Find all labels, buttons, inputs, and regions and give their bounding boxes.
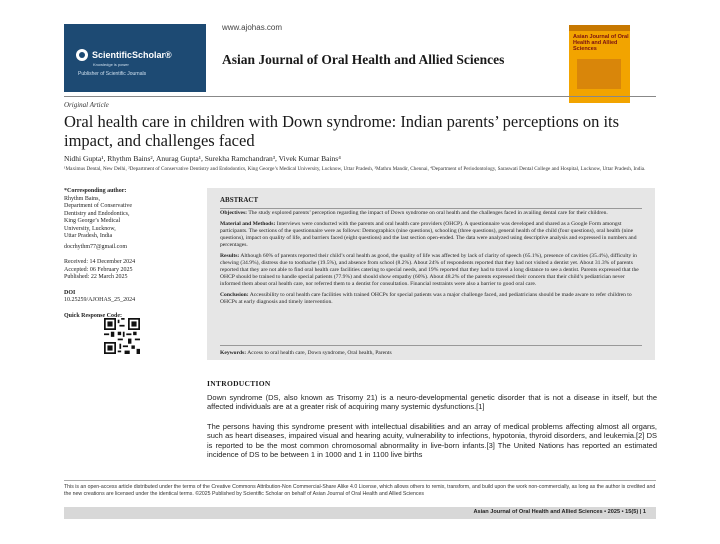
published-date: Published: 22 March 2025	[64, 274, 128, 280]
corr-line: University, Lucknow,	[64, 225, 116, 232]
abstract-conclusion	[220, 292, 642, 306]
keywords-text: Access to oral health care, Down syndrome, Oral health, Parents	[247, 350, 392, 356]
abstract-heading: ABSTRACT	[220, 196, 259, 204]
cover-artwork	[577, 59, 621, 89]
abstract-objectives	[220, 210, 642, 217]
email-link[interactable]: docrhythm77@gmail.com	[64, 243, 128, 250]
abstract-methods	[220, 221, 642, 249]
abstract-top-rule	[220, 208, 642, 209]
received-date: Received: 14 December 2024	[64, 259, 136, 265]
header-divider	[64, 96, 656, 97]
accepted-date: Accepted: 06 February 2025	[64, 266, 133, 273]
qr-label: Quick Response Code:	[64, 312, 123, 319]
corr-line: Department of Conservative	[64, 203, 132, 209]
corr-line: Rhythm Bains,	[64, 195, 101, 202]
abstract-results	[220, 253, 642, 288]
intro-paragraph-1: Down syndrome (DS, also known as Trisomy 21) is a neuro-developmental genetic disorder that is not a disease in itself, but the affected individuals are at a greater risk of acquiring many systemic dysfunctions.[1]	[207, 393, 657, 412]
publisher-logo-icon	[76, 49, 88, 61]
doi-label: DOI	[64, 289, 76, 296]
author-list: Nidhi Gupta¹, Rhythm Bains², Anurag Gupta¹, Surekha Ramchandran³, Vivek Kumar Bains⁴	[64, 154, 341, 163]
methods-label: Material and Methods:	[220, 221, 276, 227]
corresponding-author-label: *Corresponding author:	[64, 188, 127, 194]
cover-title: Asian Journal of Oral Health and Allied Sciences	[573, 34, 629, 52]
journal-url[interactable]: www.ajohas.com	[222, 23, 283, 32]
results-text: Although 60% of parents reported their child’s oral health as good, the quality of life was affected by lack of clarity of speech (65.1%), presence of cavities (35.4%), difficulty in chewing (34.9%), distress due to toothache (19.5%), and absence from school (8.2%). About 24% of respondents reported that they had not visited a dentist yet. About 31.3% of parents reported that they are not able to find oral health care facilities catering to special needs, and 19% reported that they had to travel a long distance to see a dentist. Parents expressed that the OHCP should be trained to handle special patients (77.9%) and should show empathy (60%). About 48.2% of the parents expressed their concern that their child’s pediatrician never informed them about oral health care, nor referred them to a dentist for consultation. Financial restraints were also a barrier to good oral care.	[220, 253, 639, 287]
journal-cover-image	[569, 25, 630, 103]
objectives-text: The study explored parents’ perception regarding the impact of Down syndrome on oral health and the challenges faced in availing dental care for their children.	[248, 210, 608, 216]
publisher-subtitle: Publisher of Scientific Journals	[78, 71, 147, 77]
footer-citation: Asian Journal of Oral Health and Allied Sciences • 2025 • 15(5) | 1	[473, 509, 646, 515]
publisher-tagline: Knowledge is power	[93, 62, 129, 67]
corr-line: Dentistry and Endodontics,	[64, 210, 130, 217]
objectives-label: Objectives:	[220, 210, 248, 216]
article-type: Original Article	[64, 101, 109, 109]
results-label: Results:	[220, 253, 240, 259]
journal-title: Asian Journal of Oral Health and Allied Sciences	[222, 52, 505, 67]
corr-line: Uttar Pradesh, India	[64, 233, 113, 239]
abstract-keyword-rule	[220, 345, 642, 346]
introduction-heading: INTRODUCTION	[207, 379, 271, 388]
doi-link[interactable]: 10.25259/AJOHAS_25_2024	[64, 297, 136, 303]
article-title: Oral health care in children with Down syndrome: Indian parents’ perceptions on its impact, and challenges faced	[64, 112, 620, 150]
intro-paragraph-2: The persons having this syndrome present with intellectual disabilities and an array of medical problems affecting almost all organs, such as heart diseases, impaired visual and hearing acuity, vulnerability to infections, hypotonia, thyroid disorders, and leukemia.[2] DS is reported to be the most common chromosomal abnormality in live-born infants.[3] The United Nations has reported an estimated incidence of DS to be between 1 in 1000 and 1 in 1100 live births	[207, 422, 657, 459]
publisher-logo	[76, 49, 172, 61]
qr-code-icon[interactable]	[104, 318, 140, 354]
publisher-name: ScientificScholar®	[92, 49, 172, 60]
footer-bar	[64, 507, 656, 519]
methods-text: Interviews were conducted with the parents and oral health care providers (OHCP). A questionnaire was developed and shared as a Google Form amongst participants. The sections of the questionnaire were as follows: Demographics (nine questions), schooling (three questions), general health of the child (four questions), oral health (nine questions), impact on quality of life, and barriers faced (eight questions) and the last section open-ended. The data were analyzed using descriptive analysis and expressed in numbers and percentages.	[220, 221, 637, 248]
affiliations: ¹Maximus Dental, New Delhi, ²Department of Conservative Dentistry and Endodontics, King George’s Medical University, Lucknow, Uttar Pradesh, ³Mathru Mandir, Chennai, ⁴Department of Periodontology, Saraswati Dental College and Hospital, Lucknow, Uttar Pradesh, India.	[64, 166, 646, 172]
footer-divider	[64, 480, 656, 481]
abstract-keywords	[220, 350, 642, 357]
license-text: This is an open-access article distributed under the terms of the Creative Commons Attribution-Non Commercial-Share Alike 4.0 License, which allows others to remix, transform, and build upon the work non-commercially, as long as the author is credited and the new creations are licensed under the identical terms. ©2025 Published by Scientific Scholar on behalf of Asian Journal of Oral Health and Allied Sciences	[64, 484, 656, 497]
conclusion-label: Conclusion:	[220, 292, 249, 298]
corr-line: King George’s Medical	[64, 218, 121, 224]
cover-top-band	[569, 25, 630, 31]
conclusion-text: Accessibility to oral health care facilities with trained OHCPs for special patients was a major challenge faced, and pediatricians should be made aware to refer children to OHCPs at early diagnosis and timely intervention.	[220, 292, 632, 305]
article-info-sidebar	[64, 188, 199, 320]
publisher-logo-box	[64, 24, 206, 92]
keywords-label: Keywords:	[220, 350, 247, 356]
abstract-box	[207, 188, 655, 360]
